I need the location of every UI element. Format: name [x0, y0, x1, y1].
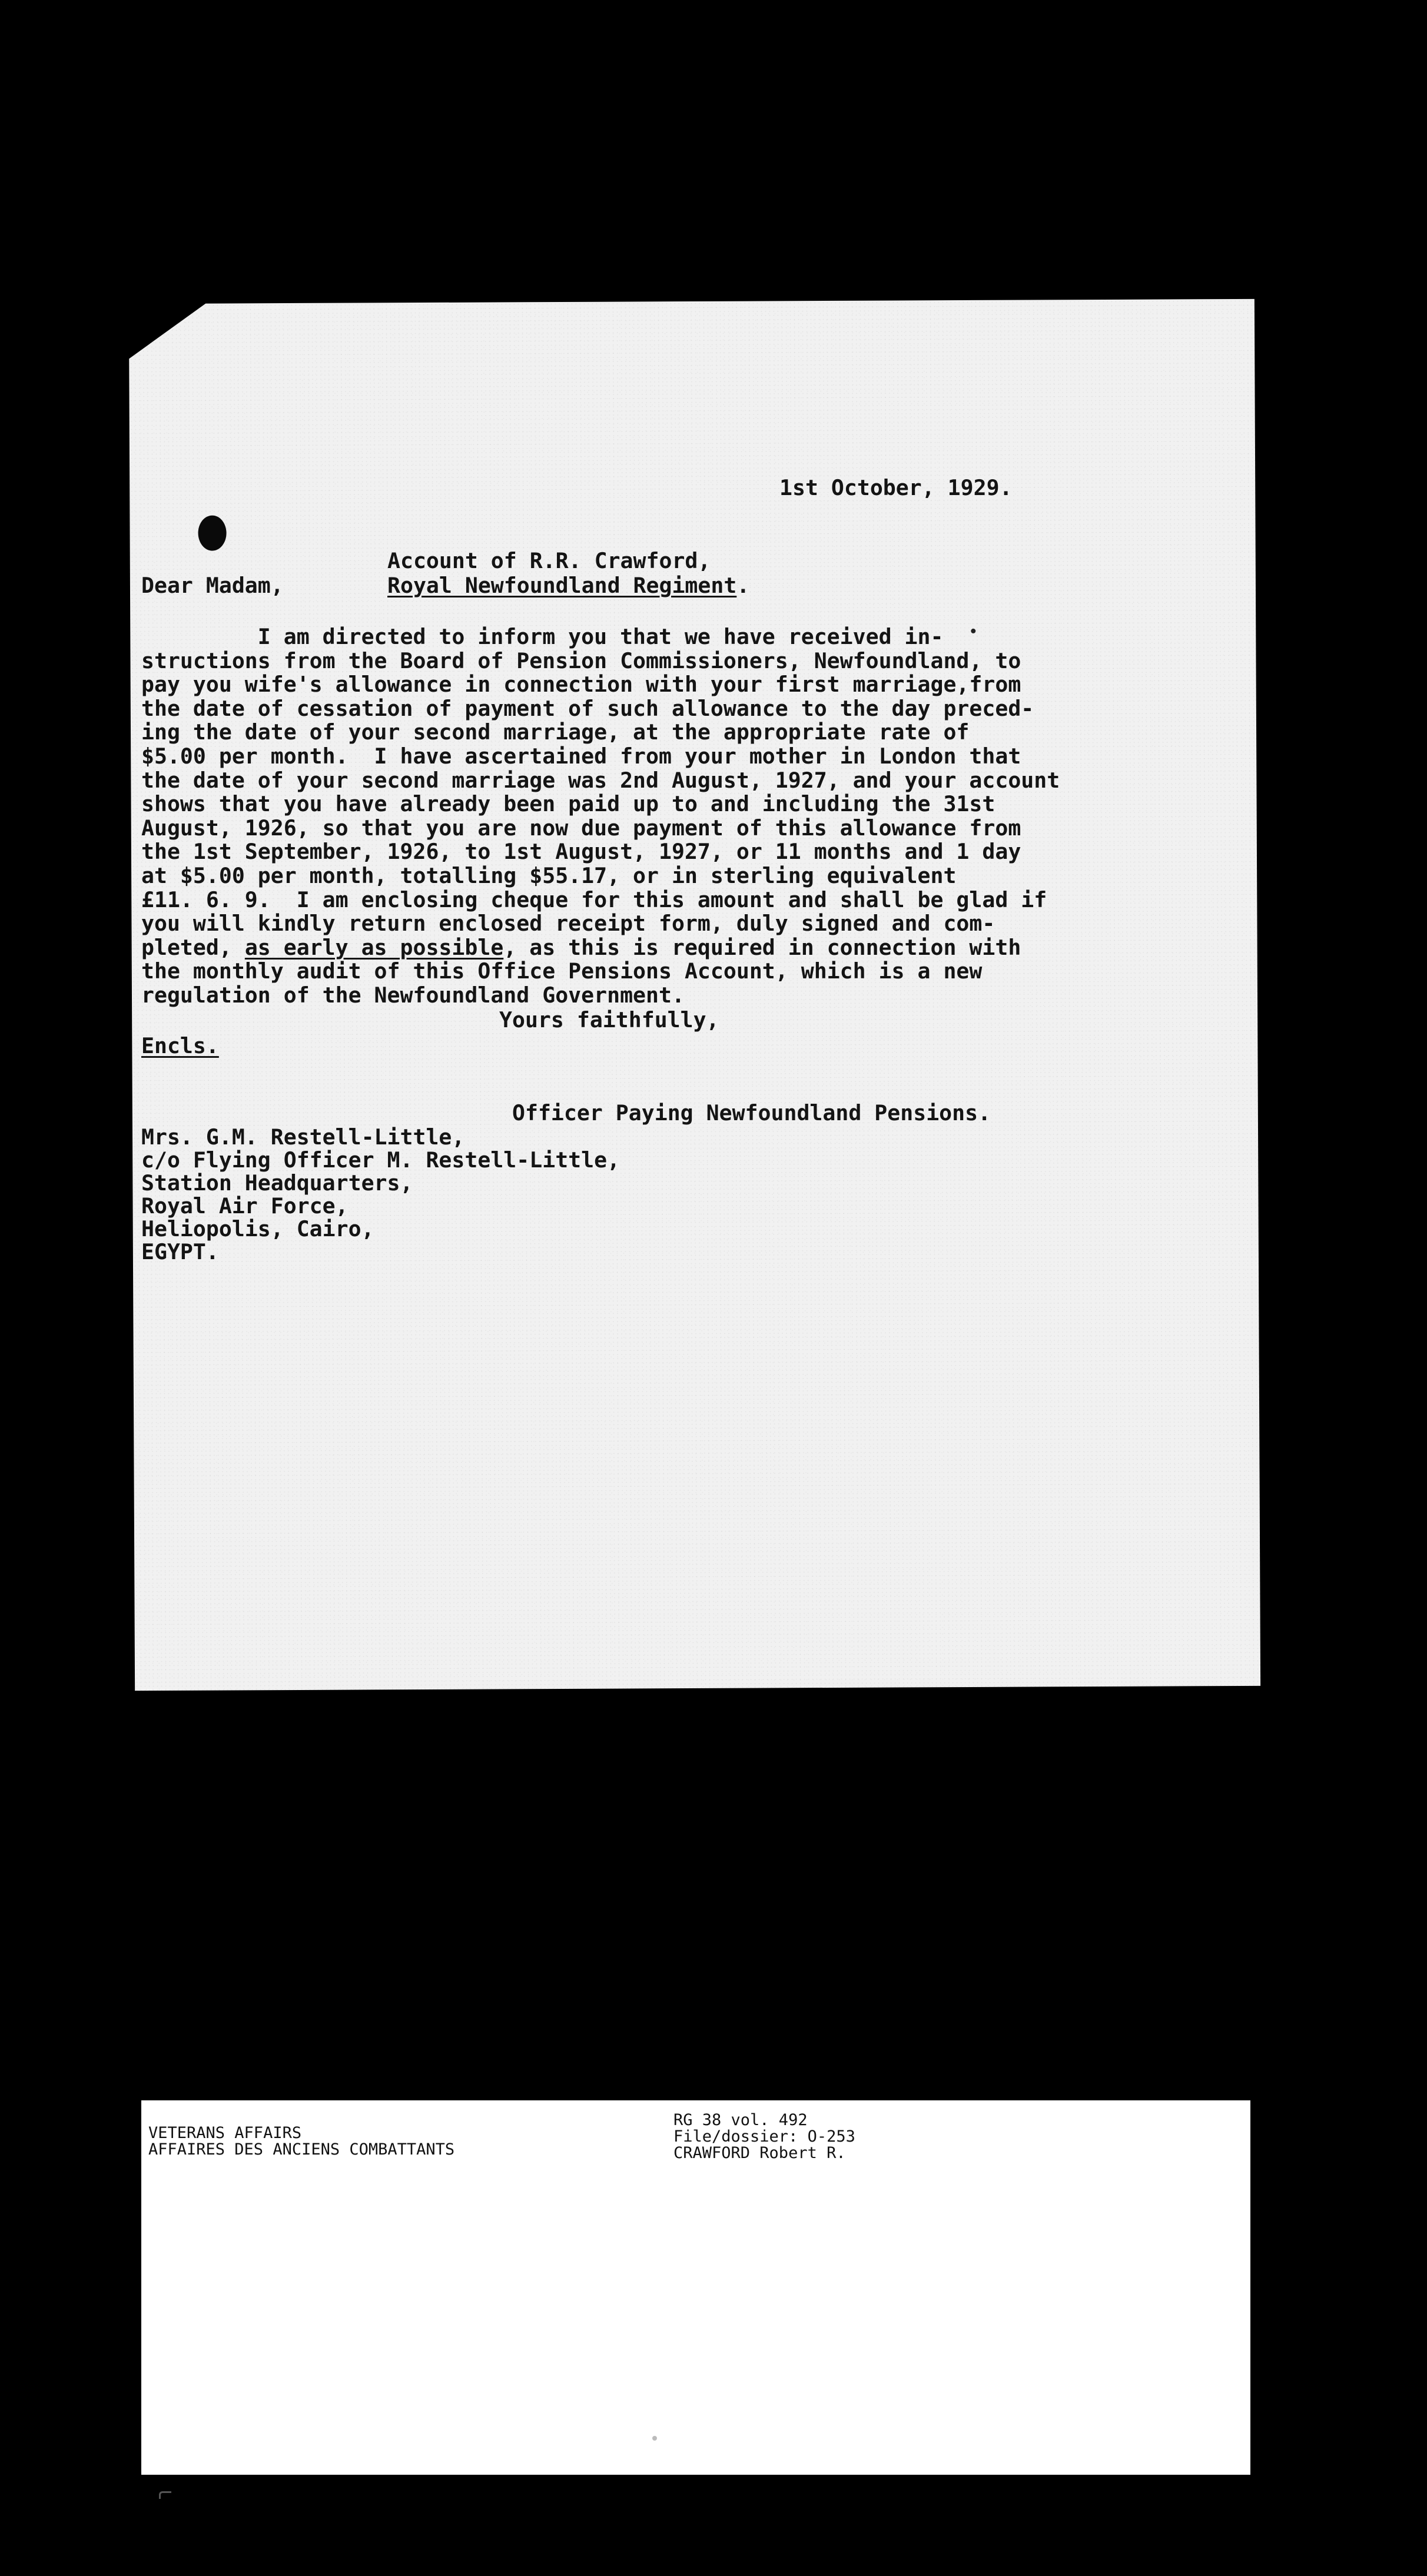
salutation: Dear Madam, — [141, 573, 284, 598]
body-line: I am directed to inform you that we have received in- — [141, 624, 944, 649]
enclosures-note: Encls. — [141, 1033, 219, 1058]
letter-body — [141, 625, 1060, 1008]
address-line: Mrs. G.M. Restell-Little, — [141, 1124, 465, 1150]
body-line: the date of your second marriage was 2nd August, 1927, and your account — [141, 767, 1060, 793]
body-line — [141, 936, 1060, 960]
subject-regiment-period: . — [736, 573, 750, 598]
body-line: structions from the Board of Pension Commissioners, Newfoundland, to — [141, 648, 1021, 673]
closing-line: Yours faithfully, — [499, 1007, 719, 1033]
recipient-address — [141, 1126, 620, 1263]
body-line: £11. 6. 9. I am enclosing cheque for this amount and shall be glad if — [141, 887, 1047, 912]
body-line: the monthly audit of this Office Pensions Account, which is a new — [141, 958, 983, 984]
address-line: c/o Flying Officer M. Restell-Little, — [141, 1147, 620, 1173]
body-line: the date of cessation of payment of such allowance to the day preced- — [141, 695, 1034, 721]
letter-date: 1st October, 1929. — [779, 475, 1013, 500]
address-line: EGYPT. — [141, 1239, 219, 1264]
body-line: at $5.00 per month, totalling $55.17, or in sterling equivalent — [141, 862, 957, 888]
subject-account-line: Account of R.R. Crawford, — [387, 548, 711, 573]
punch-hole-mark — [198, 515, 226, 550]
body-line: shows that you have already been paid up to and including the 31st — [141, 791, 995, 817]
card-department-en: VETERANS AFFAIRS — [148, 2124, 302, 2142]
address-line: Station Headquarters, — [141, 1170, 413, 1196]
body-line: pay you wife's allowance in connection with your first marriage,from — [141, 672, 1021, 698]
card-subject-name: CRAWFORD Robert R. — [673, 2144, 846, 2162]
card-file-number: File/dossier: O-253 — [673, 2127, 855, 2146]
body-line: $5.00 per month. I have ascertained from your mother in London that — [141, 743, 1021, 769]
body-line-14-start: pleted, — [141, 934, 245, 960]
address-line: Royal Air Force, — [141, 1193, 349, 1219]
folded-corner — [127, 301, 209, 361]
body-line-14-end: , as this is required in connection with — [503, 934, 1021, 960]
card-speck — [652, 2436, 657, 2441]
emphasis-underlined-text: as early as possible — [244, 934, 504, 960]
stray-mark — [159, 2491, 171, 2499]
body-line: the 1st September, 1926, to 1st August, 1927, or 11 months and 1 day — [141, 839, 1021, 865]
signature-title: Officer Paying Newfoundland Pensions. — [512, 1100, 991, 1126]
card-reference — [673, 2112, 855, 2162]
address-line: Heliopolis, Cairo, — [141, 1216, 374, 1241]
subject-regiment-line — [387, 573, 749, 598]
body-line: August, 1926, so that you are now due payment of this allowance from — [141, 815, 1021, 841]
card-department-fr: AFFAIRES DES ANCIENS COMBATTANTS — [148, 2140, 455, 2159]
archive-reference-card — [141, 2100, 1250, 2475]
card-department — [148, 2125, 454, 2158]
subject-regiment-text: Royal Newfoundland Regiment — [387, 573, 737, 598]
body-line: you will kindly return enclosed receipt form, duly signed and com- — [141, 911, 995, 937]
body-line: ing the date of your second marriage, at the appropriate rate of — [141, 719, 970, 745]
body-line: regulation of the Newfoundland Government. — [141, 982, 685, 1008]
card-record-group: RG 38 vol. 492 — [673, 2111, 808, 2129]
